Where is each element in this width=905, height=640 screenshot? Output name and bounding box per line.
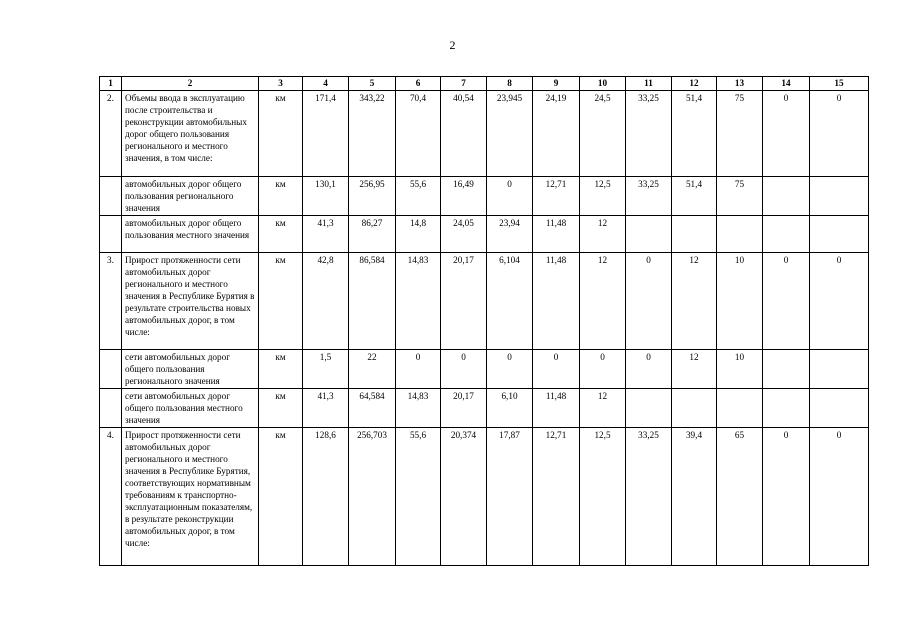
value-cell: 6,104: [487, 253, 533, 350]
value-cell: 20,374: [441, 428, 487, 566]
value-cell: [763, 350, 810, 389]
unit-cell: км: [259, 91, 303, 177]
row-number: 4.: [100, 428, 122, 566]
column-header: 15: [810, 77, 869, 91]
value-cell: 65: [717, 428, 763, 566]
value-cell: 24,19: [533, 91, 580, 177]
row-number: [100, 216, 122, 253]
value-cell: 12: [672, 350, 717, 389]
column-header: 6: [396, 77, 441, 91]
value-cell: 171,4: [303, 91, 349, 177]
indicator-name: сети автомобильных дорог общего пользования местного значения: [122, 389, 259, 428]
value-cell: 0: [626, 350, 672, 389]
value-cell: 86,27: [349, 216, 396, 253]
column-header: 14: [763, 77, 810, 91]
value-cell: 75: [717, 91, 763, 177]
row-number: 3.: [100, 253, 122, 350]
value-cell: 0: [763, 253, 810, 350]
value-cell: 33,25: [626, 428, 672, 566]
value-cell: [717, 389, 763, 428]
value-cell: [626, 389, 672, 428]
value-cell: 33,25: [626, 177, 672, 216]
value-cell: 0: [441, 350, 487, 389]
value-cell: 42,8: [303, 253, 349, 350]
value-cell: 10: [717, 350, 763, 389]
column-header: 7: [441, 77, 487, 91]
column-header: 2: [122, 77, 259, 91]
value-cell: [672, 389, 717, 428]
column-header: 5: [349, 77, 396, 91]
value-cell: 0: [763, 91, 810, 177]
value-cell: 24,5: [580, 91, 626, 177]
column-header: 4: [303, 77, 349, 91]
value-cell: 0: [487, 177, 533, 216]
indicator-name: Прирост протяженности сети автомобильных дорог регионального и местного значения в Республике Бурятия в результате строительства новых автомобильных дорог, в том числе:: [122, 253, 259, 350]
value-cell: 11,48: [533, 253, 580, 350]
value-cell: [717, 216, 763, 253]
column-header: 12: [672, 77, 717, 91]
indicator-name: Объемы ввода в эксплуатацию после строительства и реконструкции автомобильных дорог общего пользования регионального и местного значения, в том числе:: [122, 91, 259, 177]
value-cell: [626, 216, 672, 253]
value-cell: 12,71: [533, 177, 580, 216]
value-cell: [810, 177, 869, 216]
indicator-name: Прирост протяженности сети автомобильных дорог регионального и местного значения в Республике Бурятия, соответствующих нормативным требованиям к транспортно-эксплуатационным показателям, в результате реконструкции автомобильных дорог, в том числе:: [122, 428, 259, 566]
value-cell: 0: [487, 350, 533, 389]
table-row: [100, 350, 869, 389]
value-cell: 128,6: [303, 428, 349, 566]
value-cell: 86,584: [349, 253, 396, 350]
value-cell: 12: [580, 216, 626, 253]
indicator-name: сети автомобильных дорог общего пользования регионального значения: [122, 350, 259, 389]
value-cell: 41,3: [303, 389, 349, 428]
value-cell: 40,54: [441, 91, 487, 177]
column-header: 9: [533, 77, 580, 91]
value-cell: 14,83: [396, 389, 441, 428]
value-cell: 17,87: [487, 428, 533, 566]
value-cell: 0: [580, 350, 626, 389]
value-cell: 24,05: [441, 216, 487, 253]
unit-cell: км: [259, 216, 303, 253]
value-cell: 20,17: [441, 389, 487, 428]
value-cell: 33,25: [626, 91, 672, 177]
row-number: [100, 350, 122, 389]
value-cell: 41,3: [303, 216, 349, 253]
value-cell: 70,4: [396, 91, 441, 177]
value-cell: 0: [626, 253, 672, 350]
table-row: [100, 428, 869, 566]
value-cell: 6,10: [487, 389, 533, 428]
column-header: 10: [580, 77, 626, 91]
column-header: 8: [487, 77, 533, 91]
value-cell: 130,1: [303, 177, 349, 216]
value-cell: 1,5: [303, 350, 349, 389]
value-cell: 0: [810, 428, 869, 566]
value-cell: [810, 350, 869, 389]
value-cell: 23,945: [487, 91, 533, 177]
value-cell: 0: [396, 350, 441, 389]
value-cell: [763, 177, 810, 216]
table-row: [100, 177, 869, 216]
value-cell: 12: [672, 253, 717, 350]
value-cell: 14,83: [396, 253, 441, 350]
value-cell: 256,95: [349, 177, 396, 216]
value-cell: 55,6: [396, 177, 441, 216]
value-cell: 75: [717, 177, 763, 216]
table-row: [100, 216, 869, 253]
value-cell: 343,22: [349, 91, 396, 177]
value-cell: 23,94: [487, 216, 533, 253]
value-cell: 12: [580, 253, 626, 350]
row-number: [100, 177, 122, 216]
column-header: 13: [717, 77, 763, 91]
value-cell: 20,17: [441, 253, 487, 350]
table-row: [100, 389, 869, 428]
indicator-name: автомобильных дорог общего пользования регионального значения: [122, 177, 259, 216]
table-row: [100, 91, 869, 177]
value-cell: 51,4: [672, 91, 717, 177]
value-cell: 64,584: [349, 389, 396, 428]
indicator-name: автомобильных дорог общего пользования местного значения: [122, 216, 259, 253]
value-cell: 39,4: [672, 428, 717, 566]
value-cell: [810, 389, 869, 428]
value-cell: 16,49: [441, 177, 487, 216]
row-number: 2.: [100, 91, 122, 177]
value-cell: 0: [763, 428, 810, 566]
value-cell: [763, 216, 810, 253]
unit-cell: км: [259, 177, 303, 216]
unit-cell: км: [259, 389, 303, 428]
value-cell: 0: [810, 91, 869, 177]
value-cell: 12,5: [580, 177, 626, 216]
indicators-table: [99, 76, 869, 566]
value-cell: 22: [349, 350, 396, 389]
table-header-row: [100, 77, 869, 91]
column-header: 11: [626, 77, 672, 91]
table-row: [100, 253, 869, 350]
column-header: 1: [100, 77, 122, 91]
row-number: [100, 389, 122, 428]
value-cell: 0: [533, 350, 580, 389]
value-cell: 55,6: [396, 428, 441, 566]
value-cell: 12: [580, 389, 626, 428]
value-cell: 11,48: [533, 389, 580, 428]
value-cell: [672, 216, 717, 253]
value-cell: 12,5: [580, 428, 626, 566]
value-cell: 11,48: [533, 216, 580, 253]
value-cell: 256,703: [349, 428, 396, 566]
value-cell: 12,71: [533, 428, 580, 566]
column-header: 3: [259, 77, 303, 91]
page-number: 2: [449, 38, 456, 52]
unit-cell: км: [259, 253, 303, 350]
value-cell: [810, 216, 869, 253]
unit-cell: км: [259, 428, 303, 566]
value-cell: 51,4: [672, 177, 717, 216]
value-cell: 0: [810, 253, 869, 350]
value-cell: 10: [717, 253, 763, 350]
value-cell: 14,8: [396, 216, 441, 253]
value-cell: [763, 389, 810, 428]
unit-cell: км: [259, 350, 303, 389]
